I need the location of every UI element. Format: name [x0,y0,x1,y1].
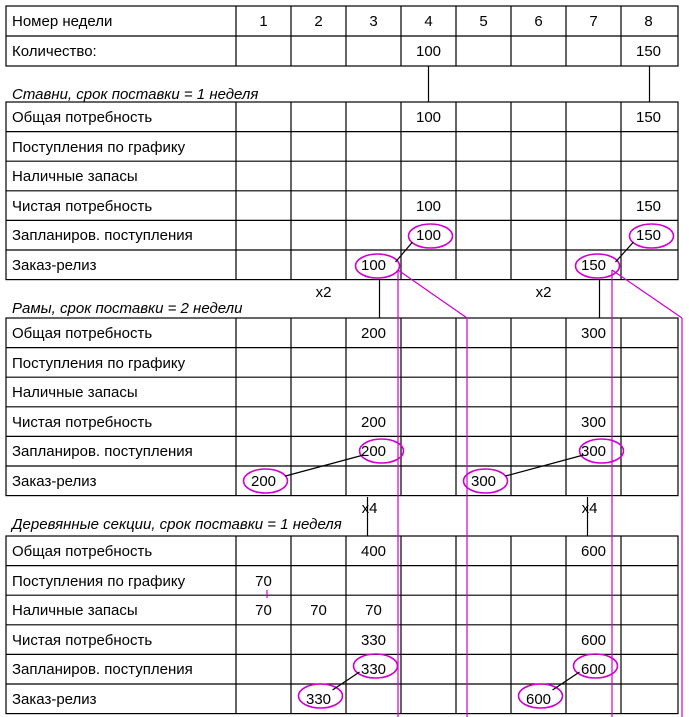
multiplier-label: x4 [581,500,598,517]
value-cell: 330 [305,691,332,708]
value-cell: 200 [360,325,387,342]
week-number-cell: 5 [479,13,488,30]
value-cell: 600 [580,543,607,560]
week-number-cell: 3 [369,13,378,30]
row-label: Чистая потребность [12,197,153,215]
value-cell: 150 [635,227,662,245]
value-cell: 400 [360,543,387,560]
value-cell: 100 [415,109,442,126]
multiplier-label: x4 [361,500,378,517]
week-number-cell: 4 [424,13,433,30]
value-cell: 200 [360,413,387,431]
multiplier-label: x2 [535,284,552,301]
section-title: Ставни, срок поставки = 1 неделя [12,86,259,103]
value-cell: 600 [580,661,607,679]
guide-line [612,270,682,318]
row-label: Общая потребность [12,543,153,560]
value-cell: 70 [310,602,327,620]
value-cell: 70 [255,572,272,590]
value-cell: 300 [580,443,607,461]
week-number-label: Номер недели [12,13,113,30]
quantity-cell: 100 [415,43,442,60]
row-label: Общая потребность [12,325,153,342]
value-cell: 100 [415,227,442,245]
guide-line [398,270,467,318]
week-number-cell: 8 [644,13,653,30]
row-label: Заказ-релиз [12,691,97,708]
value-cell: 200 [360,443,387,461]
value-cell: 70 [365,602,382,620]
row-label: Заказ-релиз [12,473,97,490]
value-cell: 330 [360,661,387,679]
row-label: Чистая потребность [12,413,153,431]
week-number-cell: 2 [314,13,323,30]
value-cell: 600 [525,691,552,708]
value-cell: 300 [470,473,497,490]
row-label: Заказ-релиз [12,257,97,274]
row-label: Наличные запасы [12,384,138,402]
row-label: Запланиров. поступления [12,661,193,679]
value-cell: 330 [360,631,387,649]
value-cell: 70 [255,602,272,620]
quantity-cell: 150 [635,43,662,60]
row-label: Поступления по графику [12,138,186,156]
value-cell: 150 [580,257,607,274]
quantity-label: Количество: [12,43,97,60]
value-cell: 150 [635,109,662,126]
value-cell: 100 [415,197,442,215]
week-number-cell: 6 [534,13,543,30]
row-label: Наличные запасы [12,602,138,620]
value-cell: 200 [250,473,277,490]
row-label: Поступления по графику [12,354,186,372]
section-title: Деревянные секции, срок поставки = 1 неделя [12,516,342,533]
row-label: Наличные запасы [12,168,138,186]
value-cell: 600 [580,631,607,649]
week-number-cell: 7 [589,13,598,30]
section-title: Рамы, срок поставки = 2 недели [12,300,243,317]
value-cell: 300 [580,413,607,431]
value-cell: 100 [360,257,387,274]
row-label: Общая потребность [12,109,153,126]
row-label: Запланиров. поступления [12,443,193,461]
row-label: Запланиров. поступления [12,227,193,245]
row-label: Чистая потребность [12,631,153,649]
multiplier-label: x2 [315,284,332,301]
week-number-cell: 1 [259,13,268,30]
value-cell: 150 [635,197,662,215]
value-cell: 300 [580,325,607,342]
row-label: Поступления по графику [12,572,186,590]
